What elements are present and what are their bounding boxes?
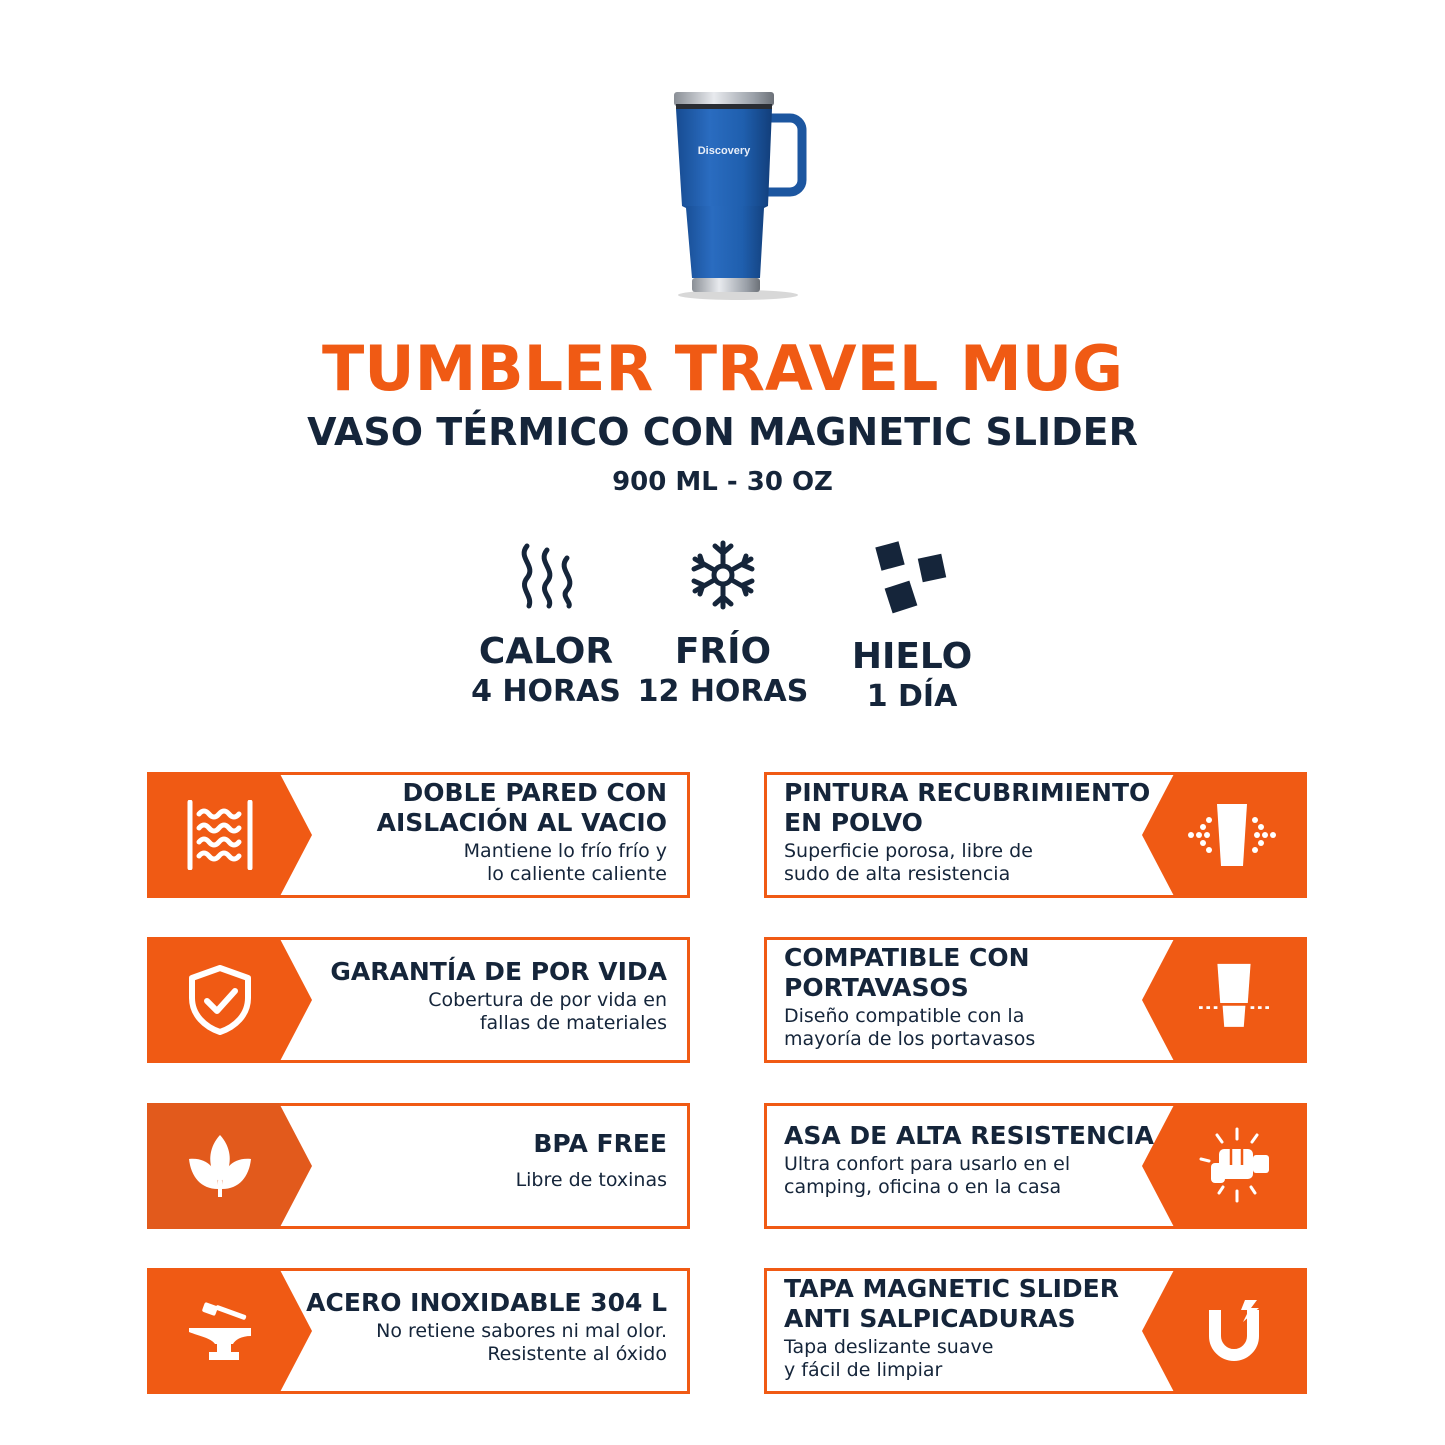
card-text xyxy=(277,1129,667,1192)
brand-logo: Discovery xyxy=(697,145,751,157)
snowflake-icon xyxy=(688,540,758,610)
feature-card-magnetic-lid xyxy=(764,1268,1307,1394)
feature-desc: Tapa deslizante suave y fácil de limpiar xyxy=(784,1336,994,1381)
stat-value: 4 HORAS xyxy=(471,674,621,709)
shield-check-icon xyxy=(185,965,255,1035)
product-subtitle: VASO TÉRMICO CON MAGNETIC SLIDER xyxy=(307,410,1138,454)
feature-card-handle xyxy=(764,1103,1307,1229)
card-text xyxy=(784,778,1174,886)
feature-card-bpa-free xyxy=(147,1103,690,1229)
stat-ice xyxy=(812,540,1012,717)
feature-title: TAPA MAGNETIC SLIDER ANTI SALPICADURAS xyxy=(784,1274,1120,1333)
feature-desc: Ultra confort para usarlo en el camping, oficina o en la casa xyxy=(784,1153,1071,1198)
feature-card-powder-coat xyxy=(764,772,1307,898)
feature-desc: Cobertura de por vida en fallas de materiales xyxy=(428,989,667,1034)
ice-cubes-icon xyxy=(872,540,952,615)
feature-title: GARANTÍA DE POR VIDA xyxy=(330,957,667,986)
cup-holder-icon xyxy=(1194,962,1274,1032)
magnet-icon xyxy=(1199,1296,1269,1366)
stat-value: 12 HORAS xyxy=(637,674,809,709)
powder-coat-icon xyxy=(1187,800,1277,870)
stat-value: 1 DÍA xyxy=(866,679,958,714)
product-mug-image xyxy=(668,88,813,303)
anvil-icon xyxy=(185,1296,255,1366)
feature-title: BPA FREE xyxy=(533,1129,667,1158)
feature-desc: No retiene sabores ni mal olor. Resistente al óxido xyxy=(376,1320,667,1365)
feature-card-warranty xyxy=(147,937,690,1063)
product-capacity: 900 ML - 30 OZ xyxy=(612,467,833,497)
feature-card-cup-holder xyxy=(764,937,1307,1063)
steam-icon xyxy=(511,540,581,610)
stat-label: FRÍO xyxy=(674,631,772,672)
feature-desc: Diseño compatible con la mayoría de los portavasos xyxy=(784,1005,1036,1050)
product-title: TUMBLER TRAVEL MUG xyxy=(322,332,1123,405)
feature-title: ACERO INOXIDABLE 304 L xyxy=(306,1288,667,1317)
card-text xyxy=(784,943,1174,1051)
stat-heat xyxy=(446,540,646,712)
leaf-icon xyxy=(185,1131,255,1201)
feature-desc: Mantiene lo frío frío y lo caliente caliente xyxy=(463,840,667,885)
card-text xyxy=(277,1288,667,1366)
stat-label: HIELO xyxy=(851,636,973,677)
feature-card-double-wall xyxy=(147,772,690,898)
card-text xyxy=(277,957,667,1035)
insulation-waves-icon xyxy=(185,800,255,870)
feature-title: COMPATIBLE CON PORTAVASOS xyxy=(784,943,1030,1002)
feature-desc: Libre de toxinas xyxy=(515,1169,667,1191)
feature-card-stainless xyxy=(147,1268,690,1394)
fist-icon xyxy=(1197,1125,1277,1205)
card-text xyxy=(277,778,667,886)
stat-label: CALOR xyxy=(478,631,614,672)
stat-cold xyxy=(623,540,823,712)
card-text xyxy=(784,1121,1174,1199)
feature-desc: Superficie porosa, libre de sudo de alta resistencia xyxy=(784,840,1033,885)
feature-title: ASA DE ALTA RESISTENCIA xyxy=(784,1121,1154,1150)
feature-title: PINTURA RECUBRIMIENTO EN POLVO xyxy=(784,778,1151,837)
feature-title: DOBLE PARED CON AISLACIÓN AL VACIO xyxy=(376,778,667,837)
card-text xyxy=(784,1274,1174,1382)
